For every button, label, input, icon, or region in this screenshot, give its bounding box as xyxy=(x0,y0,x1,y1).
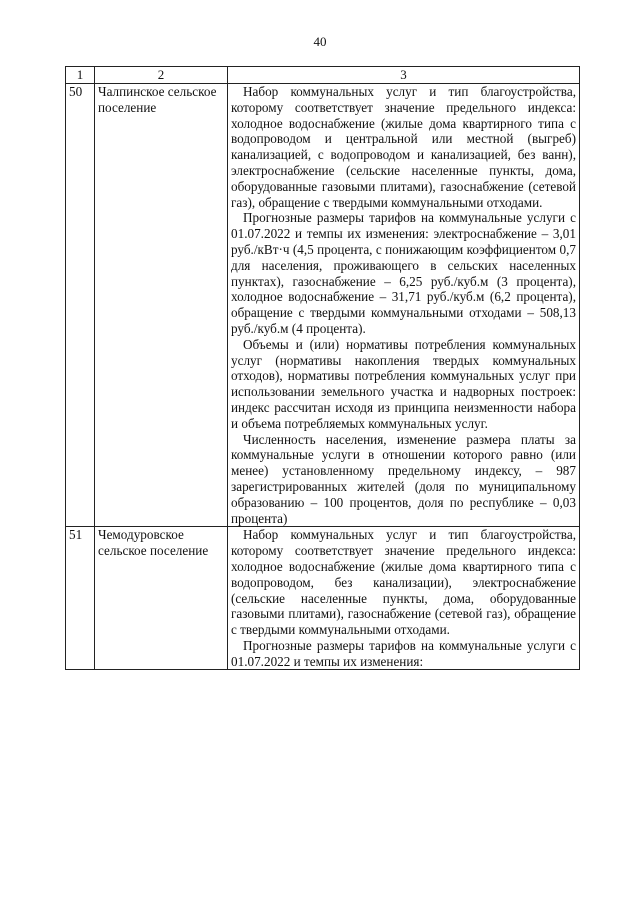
settlement-name: Чалпинское сельское поселение xyxy=(95,84,228,527)
row-number: 50 xyxy=(66,84,95,527)
paragraph-tariffs: Прогнозные размеры тарифов на коммунальные услуги с 01.07.2022 и темпы их изменения: электроснабжение – 3,01 руб./кВт·ч (4,5 процента, с понижающим коэффициентом 0,7 для населения, проживающего в сельских населенных пунктах), газоснабжение – 6,25 руб./куб.м (3 процента), холодное водоснабжение – 31,71 руб./куб.м (6,2 процента), обращение с твердыми коммунальными отходами – 508,13 руб./куб.м (4 процента). xyxy=(231,210,576,336)
paragraph-volumes: Объемы и (или) нормативы потребления коммунальных услуг (нормативы накопления твердых коммунальных отходов), нормативы потребления коммунальных услуг при использовании земельного участка и надворных построек: индекс рассчитан исходя из принципа неизменности набора и объема потребляемых коммунальных услуг. xyxy=(231,336,576,431)
table-header-row xyxy=(66,67,580,84)
column-header-2: 2 xyxy=(95,67,228,84)
settlement-name: Чемодуровское сельское поселение xyxy=(95,527,228,670)
paragraph-tariffs: Прогнозные размеры тарифов на коммунальные услуги с 01.07.2022 и темпы их изменения: xyxy=(231,637,576,669)
column-header-1: 1 xyxy=(66,67,95,84)
tariff-table xyxy=(65,66,580,670)
table-row-50 xyxy=(66,84,580,527)
row-content xyxy=(228,84,580,527)
page-number: 40 xyxy=(313,34,327,49)
paragraph-population: Численность населения, изменение размера платы за коммунальные услуги в отношении которого равно (или менее) установленному предельному индексу, – 987 зарегистрированных жителей (доля по муниципальному образованию – 100 процентов, доля по республике – 0,03 процента) xyxy=(231,431,576,526)
paragraph-services: Набор коммунальных услуг и тип благоустройства, которому соответствует значение предельного индекса: холодное водоснабжение (жилые дома квартирного типа с водопроводом и центральной или местной (выгреб) канализацией, с водопроводом и канализацией, без ванн), электроснабжение (сельские населенные пункты, дома, оборудованные газовыми плитами), газоснабжение (сетевой газ), обращение с твердыми коммунальными отходами. xyxy=(231,84,576,210)
row-number: 51 xyxy=(66,527,95,670)
paragraph-services: Набор коммунальных услуг и тип благоустройства, которому соответствует значение предельного индекса: холодное водоснабжение (жилые дома квартирного типа с водопроводом, без канализации), электроснабжение (сельские населенные пункты, дома, оборудованные газовыми плитами), газоснабжение (сетевой газ), обращение с твердыми коммунальными отходами. xyxy=(231,527,576,638)
row-content xyxy=(228,527,580,670)
column-header-3: 3 xyxy=(228,67,580,84)
table-row-51 xyxy=(66,527,580,670)
